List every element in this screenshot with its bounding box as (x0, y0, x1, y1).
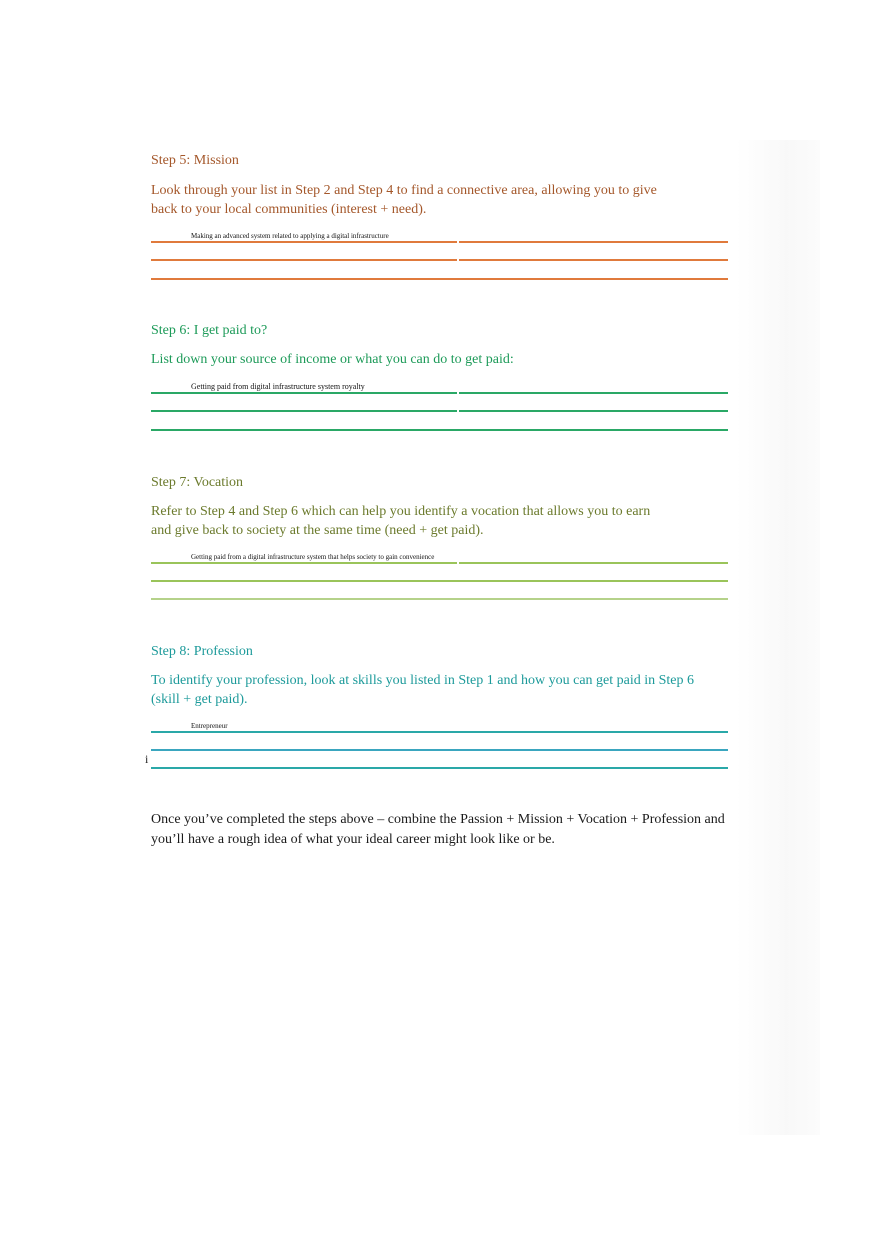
step-5-title: Step 5: Mission (151, 153, 239, 168)
step-6-title: Step 6: I get paid to? (151, 323, 268, 338)
step-8-title: Step 8: Profession (151, 644, 253, 659)
step-5-answer[interactable]: Making an advanced system related to applying a digital infrastructure (191, 232, 389, 240)
step-8-answer-line-2[interactable] (151, 749, 728, 751)
step-6-answer-line-1[interactable] (151, 392, 728, 394)
step-6-answer-line-2[interactable] (151, 410, 728, 412)
step-5-answer-line-1[interactable] (151, 241, 728, 243)
step-6-description: List down your source of income or what you can do to get paid: (151, 352, 514, 367)
closing-paragraph: Once you’ve completed the steps above – combine the Passion + Mission + Vocation + Profession and you’ll have a rough idea of what your ideal career might look like or be. (151, 812, 725, 847)
step-5-answer-line-3[interactable] (151, 278, 728, 280)
step-7-description: Refer to Step 4 and Step 6 which can help you identify a vocation that allows you to earn and give back to society at the same time (need + get paid). (151, 504, 651, 538)
step-5-description: Look through your list in Step 2 and Step 4 to find a connective area, allowing you to give back to your local communities (interest + need). (151, 183, 657, 217)
step-7-title: Step 7: Vocation (151, 475, 244, 490)
step-6-answer[interactable]: Getting paid from digital infrastructure system royalty (191, 382, 365, 391)
step-6-answer-line-3[interactable] (151, 429, 728, 431)
step-8-answer-line-3[interactable] (151, 767, 728, 769)
step-5-answer-line-2[interactable] (151, 259, 728, 261)
page-shadow (736, 140, 820, 1135)
step-8-answer[interactable]: Entrepreneur (191, 722, 228, 730)
step-8-answer-line-1[interactable] (151, 731, 728, 733)
stray-mark: i (145, 752, 149, 766)
step-7-answer[interactable]: Getting paid from a digital infrastructure system that helps society to gain convenience (191, 553, 435, 561)
step-7-answer-line-1[interactable] (151, 562, 728, 564)
step-7-answer-line-2[interactable] (151, 580, 728, 582)
step-8-description: To identify your profession, look at skills you listed in Step 1 and how you can get paid in Step 6 (skill + get paid). (151, 673, 695, 707)
step-7-answer-line-3[interactable] (151, 598, 728, 600)
